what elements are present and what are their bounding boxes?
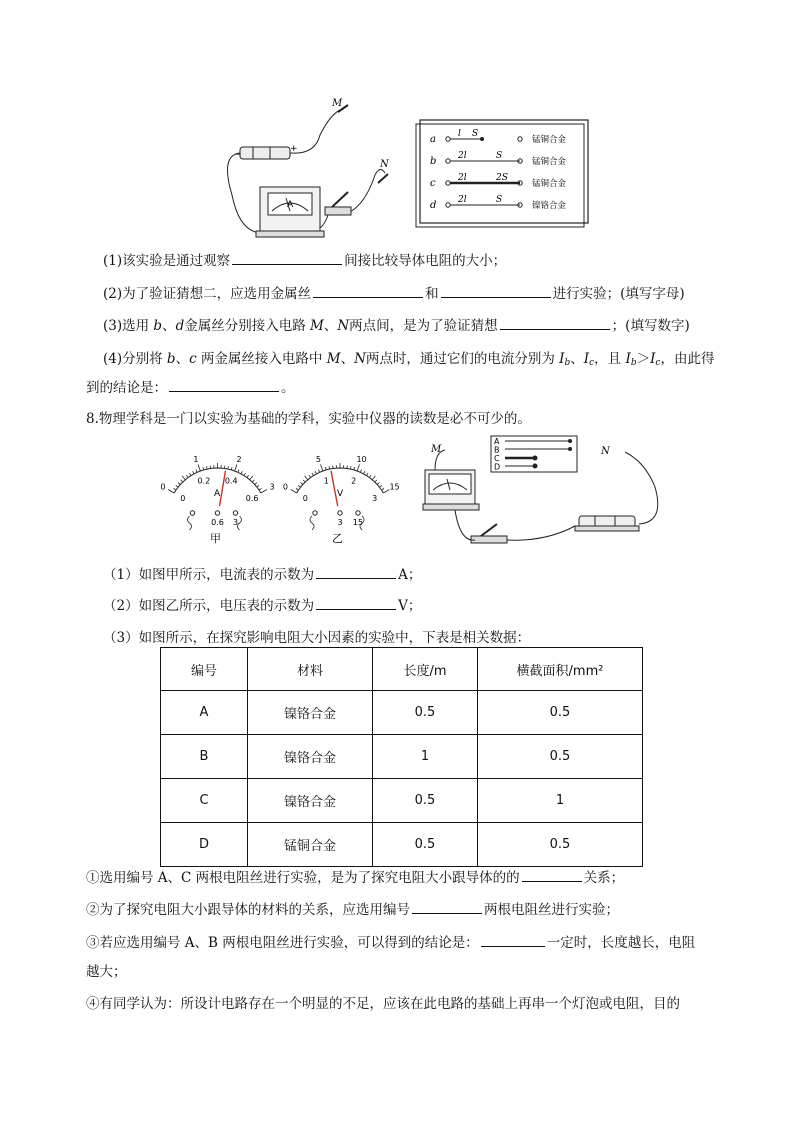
table-cell-area: 0.5 bbox=[478, 823, 643, 867]
meter-terminal[interactable] bbox=[338, 511, 342, 515]
meter-tick bbox=[255, 483, 257, 485]
meter-terminal-label: 3 bbox=[337, 518, 343, 527]
q8-s1-text: ①选用编号 A、C 两根电阻丝进行实验，是为了探究电阻大小跟导体的的 bbox=[86, 870, 520, 886]
q7-q2-text-end: 进行实验；(填写字母) bbox=[552, 286, 685, 302]
table-row bbox=[161, 779, 643, 823]
meter-tick bbox=[354, 467, 355, 470]
meter-tick bbox=[379, 485, 381, 487]
q8-s1-text-end: 关系； bbox=[583, 870, 625, 886]
meter-outer-tick-label: 0 bbox=[160, 482, 166, 492]
meter-tick bbox=[257, 485, 259, 487]
table-cell-area: 0.5 bbox=[478, 691, 643, 735]
q7-q3-text-e: 金属丝分别接入电路 bbox=[184, 318, 311, 334]
q7-q4-text-i: 两点时，通过它们的电流分别为 bbox=[365, 351, 560, 367]
q7-question-3 bbox=[103, 314, 690, 334]
q7-q3-text-i: 两点间，是为了验证猜想 bbox=[349, 318, 498, 334]
meter-inner-tick-label: 0.6 bbox=[245, 494, 259, 503]
board-dim-length: 2l bbox=[458, 195, 467, 205]
board-dim-area: S bbox=[472, 129, 479, 139]
meter-tick bbox=[315, 471, 316, 474]
meter-tick bbox=[372, 476, 375, 480]
meter-tick bbox=[198, 464, 200, 471]
q7-q2-answer-blank-2[interactable] bbox=[441, 285, 551, 298]
meter-outer-tick-label: 3 bbox=[269, 482, 275, 492]
q7-q1-answer-blank[interactable] bbox=[232, 252, 342, 265]
meter-terminal[interactable] bbox=[233, 511, 237, 515]
meter-yi-unit: V bbox=[337, 489, 344, 499]
q7-q3-answer-blank[interactable] bbox=[500, 317, 610, 330]
table-cell-area: 1 bbox=[478, 779, 643, 823]
board-dim-length: 2l bbox=[458, 173, 467, 183]
q7-q4-sep3: 、 bbox=[570, 351, 584, 367]
meter-tick bbox=[250, 476, 253, 480]
q7-q4-greater-than: ＞ bbox=[636, 351, 651, 367]
q8-part-1 bbox=[103, 563, 421, 583]
meter-inner-tick-label: 3 bbox=[372, 494, 378, 503]
q7-q3-text-end: ；(填写数字) bbox=[611, 318, 690, 334]
q7-q4-text-e: 两金属丝接入电路中 bbox=[196, 351, 327, 367]
meter-tick bbox=[321, 464, 323, 471]
meter-tick bbox=[298, 485, 300, 487]
fig1-circuit-diagram bbox=[220, 95, 595, 240]
q8-circuit-diagram bbox=[415, 432, 670, 552]
q7-q4-current-symbol-2: I bbox=[583, 351, 590, 367]
q8-probe-n-label: N bbox=[601, 446, 610, 457]
q7-q4-subscript-c: c bbox=[589, 358, 595, 368]
table-cell-material: 镍铬合金 bbox=[248, 779, 373, 823]
meter-inner-tick-label: 0 bbox=[180, 494, 186, 503]
table-cell-material: 镍铬合金 bbox=[248, 735, 373, 779]
q7-question-1 bbox=[103, 249, 506, 269]
table-header-id: 编号 bbox=[161, 648, 248, 691]
q8-sub-2 bbox=[86, 898, 619, 918]
q7-q4-sep2: 、 bbox=[340, 351, 355, 367]
q8-sub-3 bbox=[86, 931, 695, 951]
table-row bbox=[161, 735, 643, 779]
board-material-label: 锰铜合金 bbox=[532, 157, 567, 167]
table-row bbox=[161, 823, 643, 867]
meter-tick bbox=[252, 480, 254, 482]
meter-tick bbox=[182, 476, 185, 480]
board-dim-length: 2l bbox=[458, 151, 467, 161]
meter-tick bbox=[235, 464, 237, 471]
meter-terminal[interactable] bbox=[313, 511, 317, 515]
board-row-letter: d bbox=[430, 200, 437, 211]
q8-wire-label: A bbox=[494, 437, 500, 446]
q8-p1-unit: A； bbox=[398, 567, 422, 583]
q7-q4-subscript-c2: c bbox=[655, 358, 661, 368]
meter-tick bbox=[377, 483, 379, 485]
q8-wire-label: B bbox=[494, 445, 500, 455]
fig1-ammeter-label: A bbox=[287, 200, 294, 210]
board-material-label: 锰铜合金 bbox=[532, 179, 567, 189]
meter-tick bbox=[241, 471, 242, 474]
meter-yi-voltmeter bbox=[280, 448, 400, 546]
meter-outer-tick-label: 1 bbox=[193, 454, 199, 464]
table-cell-material: 镍铬合金 bbox=[248, 691, 373, 735]
meter-inner-tick-label: 0.4 bbox=[224, 476, 238, 486]
q7-q4-subscript-b2: b bbox=[630, 358, 637, 368]
q8-s3-text: ③若应选用编号 A、B 两根电阻丝进行实验，可以得到的结论是： bbox=[86, 935, 479, 951]
q8-sub-1 bbox=[86, 866, 624, 886]
meter-tick bbox=[296, 488, 298, 490]
q7-question-4-line-2 bbox=[86, 376, 295, 396]
meter-outer-tick-label: 5 bbox=[315, 454, 321, 464]
board-row-letter: a bbox=[430, 134, 436, 145]
meter-outer-tick-label: 15 bbox=[389, 482, 400, 492]
meter-terminal[interactable] bbox=[215, 511, 219, 515]
meter-tick bbox=[312, 473, 314, 476]
table-cell-length: 0.5 bbox=[373, 691, 478, 735]
q8-sub-4: ④有同学认为：所设计电路存在一个明显的不足，应该在此电路的基础上再串一个灯泡或电阻，目的 bbox=[86, 996, 680, 1012]
meter-tick bbox=[186, 475, 188, 477]
table-header-area: 横截面积/mm² bbox=[478, 648, 643, 691]
meter-tick bbox=[189, 473, 191, 476]
q7-q3-wire-d: d bbox=[175, 318, 185, 334]
meter-tick bbox=[329, 466, 330, 469]
meter-jia-unit: A bbox=[214, 489, 221, 499]
meter-tick bbox=[203, 467, 204, 470]
svg-text:−: − bbox=[234, 150, 242, 160]
q7-q3-sep2: 、 bbox=[323, 318, 338, 334]
meter-tick bbox=[366, 473, 368, 476]
q7-q3-point-n: N bbox=[337, 318, 350, 334]
q8-wire-label: C bbox=[494, 454, 500, 463]
q7-q4-current-symbol: I bbox=[559, 351, 565, 367]
board-material-label: 镍铬合金 bbox=[532, 201, 567, 211]
table-cell-material: 锰铜合金 bbox=[248, 823, 373, 867]
q7-q1-text-end: 间接比较导体电阻的大小； bbox=[344, 253, 507, 269]
meter-tick bbox=[238, 470, 239, 473]
table-cell-id: B bbox=[161, 735, 248, 779]
meter-tick bbox=[303, 480, 305, 482]
meter-inner-tick-label: 2 bbox=[351, 476, 357, 486]
meter-inner-tick-label: 0.2 bbox=[197, 476, 211, 486]
meter-tick bbox=[178, 483, 180, 485]
board-dim-length: l bbox=[458, 129, 461, 139]
meter-jia-label: 甲 bbox=[210, 532, 221, 545]
q7-question-2 bbox=[103, 282, 685, 302]
meter-tick bbox=[174, 488, 176, 490]
q7-q4-wire-c: c bbox=[189, 351, 197, 367]
table-header-material: 材料 bbox=[248, 648, 373, 691]
meter-jia-ammeter bbox=[160, 448, 275, 546]
q7-q4-sep: 、 bbox=[175, 351, 190, 367]
q8-intro: 8.物理学科是一门以实验为基础的学科，实验中仪器的读数是必不可少的。 bbox=[86, 411, 531, 427]
meter-tick bbox=[193, 471, 194, 474]
meter-tick bbox=[318, 470, 319, 473]
q7-q2-text: (2)为了验证猜想二，应选用金属丝 bbox=[103, 286, 312, 302]
q7-q4-answer-blank[interactable] bbox=[169, 379, 279, 392]
q8-p2-unit: V； bbox=[398, 598, 422, 614]
meter-outer-tick-label: 0 bbox=[282, 482, 288, 492]
meter-tick bbox=[375, 480, 377, 482]
board-dim-area: 2S bbox=[496, 173, 508, 183]
meter-tick bbox=[291, 490, 297, 494]
table-cell-id: C bbox=[161, 779, 248, 823]
meter-tick bbox=[360, 470, 361, 473]
meter-tick bbox=[381, 488, 383, 490]
q7-q4-text-a: (4)分别将 bbox=[103, 351, 167, 367]
q7-q4-subscript-b: b bbox=[564, 358, 571, 368]
meter-terminal-label: 3 bbox=[232, 518, 239, 527]
meter-tick bbox=[357, 464, 359, 471]
q8-s3-text-end: 一定时，长度越长，电阻 bbox=[546, 935, 696, 951]
meter-tick bbox=[206, 466, 207, 469]
meter-tick bbox=[259, 488, 261, 490]
meter-tick bbox=[244, 473, 246, 476]
table-cell-length: 0.5 bbox=[373, 779, 478, 823]
board-row-letter: c bbox=[430, 178, 436, 189]
table-cell-length: 1 bbox=[373, 735, 478, 779]
fig1-probe-m-label: M bbox=[332, 98, 343, 109]
meter-tick bbox=[305, 476, 308, 480]
meter-tick bbox=[247, 475, 249, 477]
q8-p2-text: （2）如图乙所示，电压表的示数为 bbox=[103, 598, 315, 614]
table-header-length: 长度/m bbox=[373, 648, 478, 691]
q7-q3-point-m: M bbox=[310, 318, 324, 334]
meter-tick bbox=[325, 467, 326, 470]
meter-pointer bbox=[220, 471, 226, 506]
board-dim-area: S bbox=[496, 151, 503, 161]
q8-sub-3-line-2: 越大； bbox=[86, 964, 127, 980]
meter-tick bbox=[350, 466, 351, 469]
table-cell-area: 0.5 bbox=[478, 735, 643, 779]
meter-terminal[interactable] bbox=[190, 511, 194, 515]
table-cell-id: D bbox=[161, 823, 248, 867]
table-cell-id: A bbox=[161, 691, 248, 735]
q8-s2-text: ②为了探究电阻大小跟导体的材料的关系，应选用编号 bbox=[86, 902, 410, 918]
q7-q2-answer-blank-1[interactable] bbox=[313, 285, 423, 298]
q8-s2-answer-blank[interactable] bbox=[412, 901, 482, 914]
table-row bbox=[161, 691, 643, 735]
board-dim-area: S bbox=[496, 195, 503, 205]
q7-q4-conclusion-text: 到的结论是： bbox=[86, 380, 167, 396]
q8-p1-text: （1）如图甲所示，电流表的示数为 bbox=[103, 567, 315, 583]
meter-tick bbox=[301, 483, 303, 485]
q8-wire-label: D bbox=[494, 462, 501, 472]
table-header-row bbox=[161, 648, 643, 691]
q7-q3-text-a: (3)选用 bbox=[103, 318, 154, 334]
q7-q2-and: 和 bbox=[425, 286, 439, 302]
q7-q4-current-symbol-3: I bbox=[625, 351, 631, 367]
meter-tick bbox=[309, 475, 311, 477]
meter-terminal-label: 0.6 bbox=[211, 518, 224, 527]
q7-q1-text: (1)该实验是通过观察 bbox=[103, 253, 231, 269]
meter-tick bbox=[176, 485, 178, 487]
table-cell-length: 0.5 bbox=[373, 823, 478, 867]
fig1-probe-n-label: N bbox=[380, 159, 389, 170]
meter-tick bbox=[181, 480, 183, 482]
q8-s2-text-end: 两根电阻丝进行实验； bbox=[484, 902, 619, 918]
q8-part-2 bbox=[103, 594, 421, 614]
meter-yi-label: 乙 bbox=[332, 532, 343, 545]
q7-q4-point-m: M bbox=[326, 351, 341, 367]
meter-tick bbox=[196, 470, 197, 473]
q8-s1-answer-blank[interactable] bbox=[522, 869, 582, 882]
meter-tick bbox=[231, 467, 232, 470]
board-row-letter: b bbox=[430, 156, 437, 167]
meter-tick bbox=[369, 475, 371, 477]
meter-tick bbox=[363, 471, 364, 474]
meter-tick bbox=[383, 490, 389, 494]
q8-probe-m-label: M bbox=[431, 444, 442, 455]
q7-q3-wire-b: b bbox=[153, 318, 163, 334]
meter-terminal[interactable] bbox=[356, 511, 360, 515]
svg-text:+: + bbox=[290, 144, 298, 154]
q8-p2-answer-blank[interactable] bbox=[316, 597, 396, 610]
q7-q4-text-k: ，且 bbox=[594, 351, 626, 367]
q8-p1-answer-blank[interactable] bbox=[316, 566, 396, 579]
q7-question-4 bbox=[103, 347, 714, 368]
meter-terminal-label: 15 bbox=[352, 518, 364, 527]
q7-q4-period: 。 bbox=[281, 380, 295, 396]
meter-inner-tick-label: 0 bbox=[302, 494, 308, 503]
q7-q4-text-end: ，由此得 bbox=[660, 351, 715, 367]
meter-tick bbox=[261, 490, 267, 494]
meter-inner-tick-label: 1 bbox=[323, 476, 329, 486]
q7-q4-point-n: N bbox=[354, 351, 366, 367]
resistance-data-table bbox=[160, 647, 643, 867]
board-material-label: 锰铜合金 bbox=[532, 135, 567, 145]
q7-q4-wire-b: b bbox=[166, 351, 176, 367]
q8-s3-answer-blank[interactable] bbox=[481, 934, 545, 947]
meter-tick bbox=[168, 490, 174, 494]
meter-outer-tick-label: 10 bbox=[356, 454, 367, 464]
meter-outer-tick-label: 2 bbox=[236, 454, 242, 464]
meter-tick bbox=[228, 466, 229, 469]
q8-part-3: （3）如图所示，在探究影响电阻大小因素的实验中，下表是相关数据： bbox=[103, 630, 531, 646]
q7-q3-sep: 、 bbox=[162, 318, 176, 334]
q7-q4-current-symbol-4: I bbox=[650, 351, 656, 367]
